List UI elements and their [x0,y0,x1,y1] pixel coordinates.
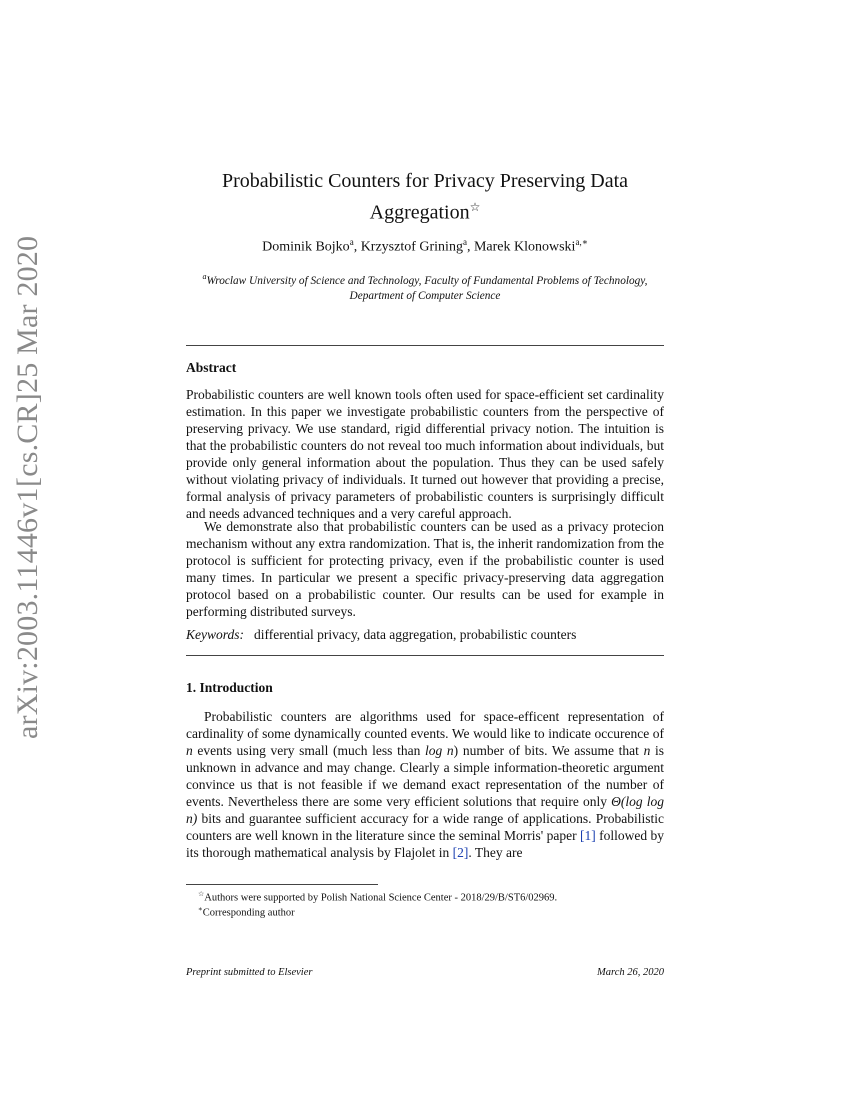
arxiv-stamp [4,236,52,739]
abstract-top-rule [186,345,664,346]
abstract-paragraph-1: Probabilistic counters are well known tools often used for space-efficient set cardinality estimation. In this paper we investigate probabilistic counters from the perspective of preserving privacy. We use standard, rigid differential privacy notion. The intuition is that the probabilistic counters do not reveal too much information about individuals, but provide only general information about the population. Thus they can be used safely without violating privacy of individuals. It turned out however that providing a precise, formal analysis of privacy parameters of probabilistic counters is surprisingly difficult and needs advanced techniques and a very careful approach. [186,387,664,521]
abstract-paragraph-2: We demonstrate also that probabilistic counters can be used as a privacy protecion mechanism without any extra randomization. That is, the inherit randomization from the protocol is sufficient for protecting privacy, even if the probabilistic counter is used many times. In particular we present a specific privacy-preserving data aggregation protocol based on a probabilistic counter. Our results can be used for example in performing distributed surveys. [186,519,664,619]
intro-text: followed by its thorough mathematical analysis by Flajolet in [186,828,664,860]
keywords-text: differential privacy, data aggregation, probabilistic counters [254,627,577,642]
keywords-label: Keywords: [186,627,244,642]
footnote-rule [186,884,378,885]
footer-preprint: Preprint submitted to Elsevier [186,967,313,978]
footnote-funding [198,890,557,904]
arxiv-date: 25 Mar 2020 [11,236,44,394]
footnote-text: Corresponding author [202,907,295,919]
intro-text: ) number of bits. We assume that [453,743,644,758]
affiliation-line-1: Wroclaw University of Science and Technology, Faculty of Fundamental Problems of Technology, [206,274,648,287]
footnote-mark: ∗ [198,905,203,913]
keywords [186,627,576,643]
intro-text: . They are [468,845,523,860]
math-expr: log n [425,743,454,758]
introduction-heading: 1. Introduction [186,680,273,695]
affiliation [186,269,664,304]
abstract-heading: Abstract [186,360,237,375]
intro-text: Probabilistic counters are algorithms used for space-efficent representation of cardinality of some dynamically counted events. We would like to indicate occurence of [186,709,664,741]
author-name: Marek Klonowski [473,239,576,255]
paper-title [186,168,664,226]
footnote-corresponding [198,905,295,919]
author-affil-mark: a,∗ [575,237,588,247]
author-name: Krzysztof Grining [360,239,463,255]
affiliation-line-2: Department of Computer Science [349,289,501,302]
math-expr: Θ(log log n) [186,794,665,826]
arxiv-category: [cs.CR] [11,393,44,488]
intro-text: bits and guarantee sufficient accuracy for a wide range of applications. Probabilistic counters are well known in the literature since the seminal Morris' paper [186,811,664,843]
intro-text: is unknown in advance and may change. Clearly a simple information-theoretic argument convince us that is not feasible if we demand exact representation of the number of events. Nevertheless there are some very efficient solutions that require only [186,743,664,809]
title-footnote-mark: ☆ [469,200,481,214]
citation-link-2[interactable]: [2] [452,845,469,860]
author-name: Dominik Bojko [262,239,350,255]
paper-title-text: Probabilistic Counters for Privacy Preserving Data Aggregation [221,170,629,224]
author-list: Dominik Bojko$^a$, Krzysztof Grining$^a$, Marek Klonowski$^{a,∗}$ [262,237,588,255]
citation-link-1[interactable]: [1] [579,828,596,843]
author-affil-mark: a [349,237,354,247]
math-var: n [643,743,651,758]
footer-date: March 26, 2020 [597,967,664,978]
affiliation-mark: a [202,272,207,281]
math-var: n [186,743,193,758]
abstract-bottom-rule [186,655,664,656]
arxiv-id: arXiv:2003.11446v1 [11,487,44,739]
footnote-text: Authors were supported by Polish National Science Center - 2018/29/B/ST6/02969. [204,892,558,904]
intro-text: events using very small (much less than [192,743,425,758]
author-affil-mark: a [462,237,467,247]
footnote-mark: ☆ [198,890,205,898]
introduction-paragraph [186,708,664,861]
